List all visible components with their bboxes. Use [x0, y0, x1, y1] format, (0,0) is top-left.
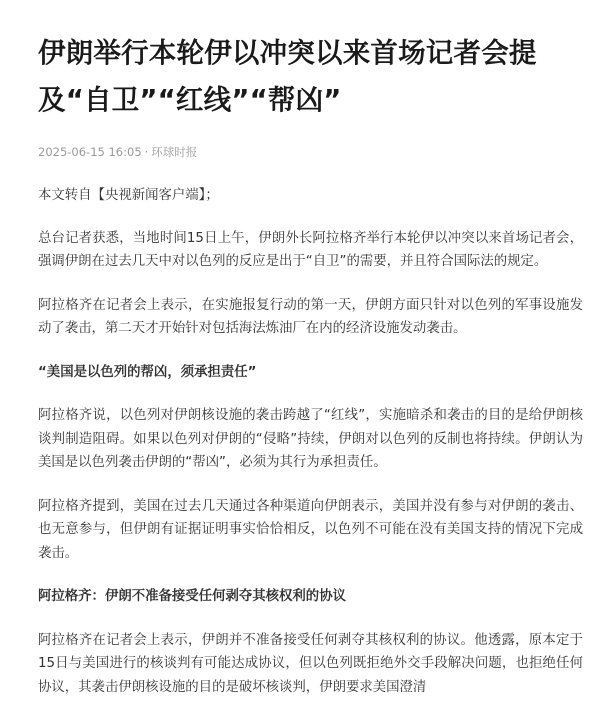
paragraph: 阿拉格齐提到，美国在过去几天通过各种渠道向伊朗表示，美国并没有参与对伊朗的袭击、也无意参与，但伊朗有证据证明事实恰恰相反，以色列不可能在没有美国支持的情况下完成袭击。 [38, 498, 583, 561]
publish-date: 2025-06-15 16:05 [38, 145, 142, 159]
intro-paragraph: 本文转自【央视新闻客户端】； [38, 188, 219, 203]
section-heading: “美国是以色列的帮凶，须承担责任” [38, 364, 257, 380]
article [38, 30, 583, 719]
article-meta [38, 144, 583, 160]
paragraph: 阿拉格齐在记者会上表示，伊朗并不准备接受任何剥夺其核权利的协议。他透露，原本定于15日与美国进行的核谈判有可能达成协议，但以色列既拒绝外交手段解决问题，也拒绝任何协议，其袭击伊朗核设施的目的是破坏核谈判，伊朗要求美国澄清 [38, 632, 583, 695]
meta-separator: · [144, 145, 149, 159]
paragraph: 阿拉格齐在记者会上表示，在实施报复行动的第一天，伊朗方面只针对以色列的军事设施发动了袭击，第二天才开始针对包括海法炼油厂在内的经济设施发动袭击。 [38, 297, 583, 336]
article-body [38, 184, 583, 699]
paragraph: 阿拉格齐说，以色列对伊朗核设施的袭击跨越了“红线”，实施暗杀和袭击的目的是给伊朗核谈判制造阻碍。如果以色列对伊朗的“侵略”持续，伊朗对以色列的反制也将持续。伊朗认为美国是以色列袭击伊朗的“帮凶”，必须为其行为承担责任。 [38, 408, 583, 470]
article-title: 伊朗举行本轮伊以冲突以来首场记者会提及“自卫”“红线”“帮凶” [38, 37, 537, 116]
paragraph: 总台记者获悉，当地时间15日上午，伊朗外长阿拉格齐举行本轮伊以冲突以来首场记者会，强调伊朗在过去几天中对以色列的反应是出于“自卫”的需要，并且符合国际法的规定。 [38, 230, 583, 269]
source-link[interactable]: 环球时报 [151, 145, 198, 159]
section-heading: 阿拉格齐：伊朗不准备接受任何剥夺其核权利的协议 [38, 589, 346, 604]
